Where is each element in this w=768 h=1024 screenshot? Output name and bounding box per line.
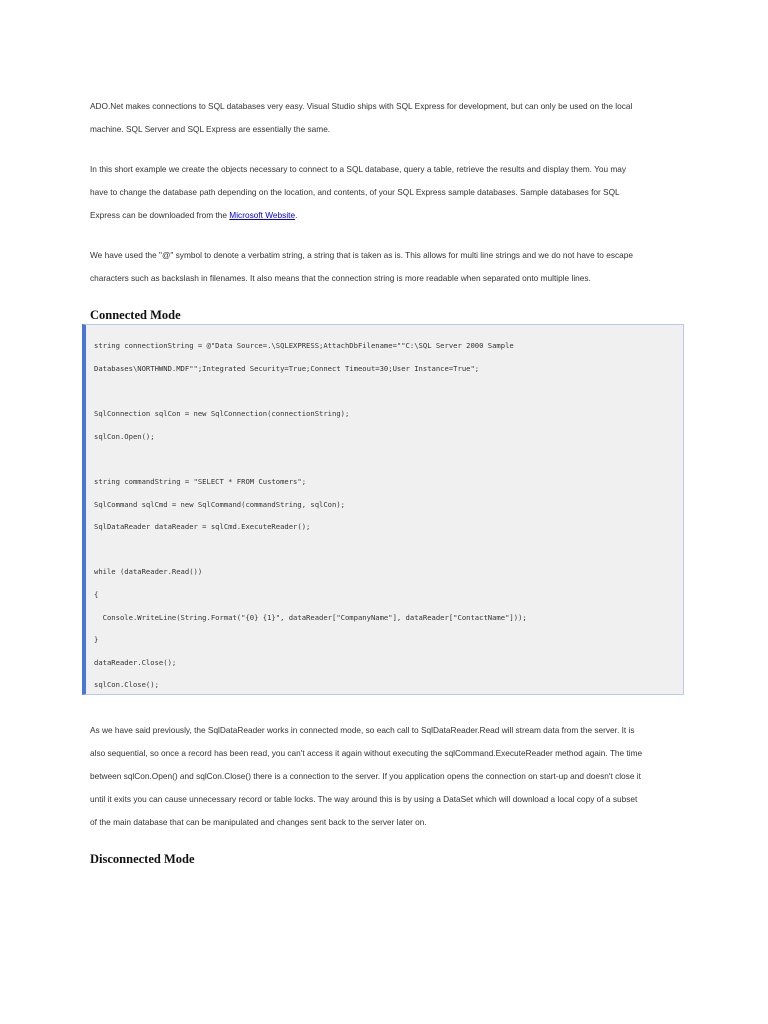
intro-paragraph-2-line-2: have to change the database path depending on the location, and contents, of your SQL Express sample databases. Sample databases for SQL xyxy=(90,187,620,197)
code-line: dataReader.Close(); xyxy=(94,658,177,667)
explanation-line-1: As we have said previously, the SqlDataReader works in connected mode, so each call to SqlDataReader.Read will stream data from the server. It is xyxy=(90,725,635,735)
explanation-line-3: between sqlCon.Open() and sqlCon.Close() there is a connection to the server. If you application opens the connection on start-up and doesn't close it xyxy=(90,771,641,781)
explanation-line-2: also sequential, so once a record has been read, you can't access it again without executing the sqlCommand.ExecuteReader method again. The time xyxy=(90,748,643,758)
code-line: SqlCommand sqlCmd = new SqlCommand(commandString, sqlCon); xyxy=(94,500,345,509)
intro-paragraph-2-line-1: In this short example we create the objects necessary to connect to a SQL database, query a table, retrieve the results and display them. You may xyxy=(90,164,627,174)
explanation-line-4: until it exits you can cause unnecessary record or table locks. The way around this is by using a DataSet which will download a local copy of a subset xyxy=(90,794,638,804)
intro-paragraph-2-period: . xyxy=(295,210,298,220)
intro-paragraph-3 xyxy=(90,244,690,290)
connected-mode-explanation xyxy=(90,719,690,834)
intro-paragraph-3-line-1: We have used the "@" symbol to denote a verbatim string, a string that is taken as is. This allows for multi line strings and we do not have to escape xyxy=(90,250,633,260)
code-line: while (dataReader.Read()) xyxy=(94,567,203,576)
connected-code-block xyxy=(82,324,684,695)
explanation-line-5: of the main database that can be manipulated and changes sent back to the server later on. xyxy=(90,817,427,827)
code-line: SqlDataReader dataReader = sqlCmd.ExecuteReader(); xyxy=(94,522,311,531)
code-line: sqlCon.Open(); xyxy=(94,432,155,441)
intro-paragraph-1-line-1: ADO.Net makes connections to SQL databases very easy. Visual Studio ships with SQL Express for development, but can only be used on the local xyxy=(90,101,633,111)
code-line: Databases\NORTHWND.MDF"";Integrated Security=True;Connect Timeout=30;User Instance=True"; xyxy=(94,364,480,373)
code-line: string commandString = "SELECT * FROM Customers"; xyxy=(94,477,307,486)
disconnected-mode-heading: Disconnected Mode xyxy=(90,852,195,866)
intro-paragraph-2 xyxy=(90,158,690,227)
code-line: sqlCon.Close(); xyxy=(94,680,159,689)
code-line: string connectionString = @"Data Source=.\SQLEXPRESS;AttachDbFilename=""C:\SQL Server 2000 Sample xyxy=(94,341,514,350)
intro-paragraph-3-line-2: characters such as backslash in filenames. It also means that the connection string is more readable when separated onto multiple lines. xyxy=(90,273,591,283)
intro-paragraph-1 xyxy=(90,95,690,141)
microsoft-website-link[interactable]: Microsoft Website xyxy=(229,210,296,220)
connected-mode-heading: Connected Mode xyxy=(90,308,181,322)
code-line: SqlConnection sqlCon = new SqlConnection(connectionString); xyxy=(94,409,350,418)
intro-paragraph-1-line-2: machine. SQL Server and SQL Express are essentially the same. xyxy=(90,124,331,134)
code-line: Console.WriteLine(String.Format("{0} {1}", dataReader["CompanyName"], dataReader["ContactName"])); xyxy=(94,613,527,622)
code-line: { xyxy=(94,590,99,599)
code-line: } xyxy=(94,635,99,644)
intro-paragraph-2-line-3: Express can be downloaded from the xyxy=(90,210,230,220)
